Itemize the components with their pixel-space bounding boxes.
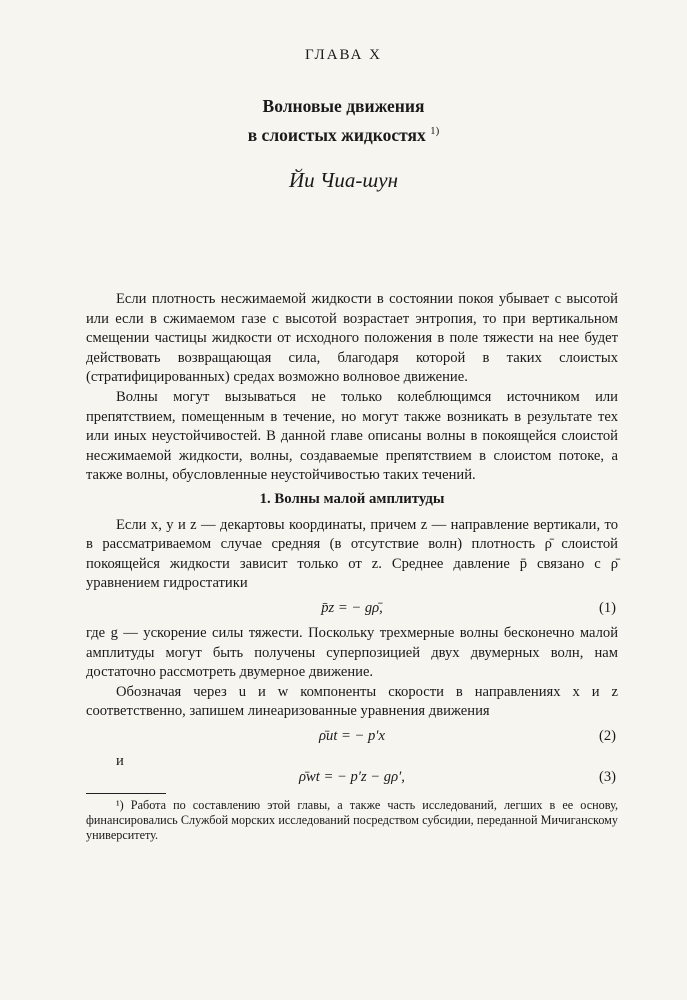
equation-formula: ρ̄ut = − p′x	[319, 727, 385, 744]
equation-number: (1)	[598, 599, 616, 616]
equation-formula: p̄z = − gρ̄,	[321, 599, 383, 616]
equation-number: (2)	[598, 727, 616, 744]
title-footnote-mark: 1)	[430, 125, 440, 137]
equation-1	[86, 594, 618, 624]
footnote: ¹) Работа по составлению этой главы, а также часть исследований, легших в ее основу, финансировались Службой морских исследований посредством субсидии, переданной Мичиганскому университету.	[86, 798, 618, 843]
equation-2	[86, 722, 618, 752]
footnote-rule	[86, 793, 166, 794]
conjunction: и	[116, 752, 124, 769]
body-text	[86, 290, 618, 843]
chapter-heading: ГЛАВА X	[304, 47, 383, 63]
equation-formula: ρ̄wt = − p′z − gρ′,	[299, 769, 405, 786]
equation-number: (3)	[598, 769, 616, 786]
section-heading: 1. Волны малой амплитуды	[259, 490, 445, 507]
paragraph: Волны могут вызываться не только колеблющимся источником или препятствием, помещенным в течение, но могут также возникать в результате тех или иных неустойчивостей. В данной главе описаны волны в покоящейся слоистой несжимаемой жидкости, волны, создаваемые препятствием в слоистом потоке, а также волны, обусловленные неустойчивостью таких течений.	[86, 388, 618, 484]
title-line-2	[0, 119, 687, 148]
paragraph: Если x, y и z — декартовы координаты, причем z — направление вертикали, то в рассматриваемом случае средняя (в отсутствие волн) плотность ρ̄ слоистой покоящейся жидкости зависит только от z. Среднее давление p̄ связано с ρ̄ уравнением гидростатики	[86, 516, 618, 592]
paragraph: Если плотность несжимаемой жидкости в состоянии покоя убывает с высотой или если в сжимаемом газе с высотой возрастает энтропия, то при вертикальном смещении частицы жидкости от исходного положения в поле тяжести на нее будет действовать возвращающая сила, благодаря которой в таких слоистых (стратифицированных) средах возможно волновое движение.	[86, 291, 618, 386]
title-line-2-text: в слоистых жидкостях	[247, 124, 426, 145]
paragraph: Обозначая через u и w компоненты скорости в направлениях x и z соответственно, запишем линеаризованные уравнения движения	[86, 683, 618, 720]
author-name: Йи Чиа-шун	[289, 168, 398, 192]
equation-3	[86, 763, 618, 793]
title-line-1: Волновые движения	[262, 96, 425, 116]
paragraph: где g — ускорение силы тяжести. Поскольку трехмерные волны бесконечно малой амплитуды могут быть получены суперпозицией двух двумерных волн, нам достаточно рассмотреть двумерное движение.	[86, 624, 618, 681]
chapter-title	[0, 94, 687, 148]
